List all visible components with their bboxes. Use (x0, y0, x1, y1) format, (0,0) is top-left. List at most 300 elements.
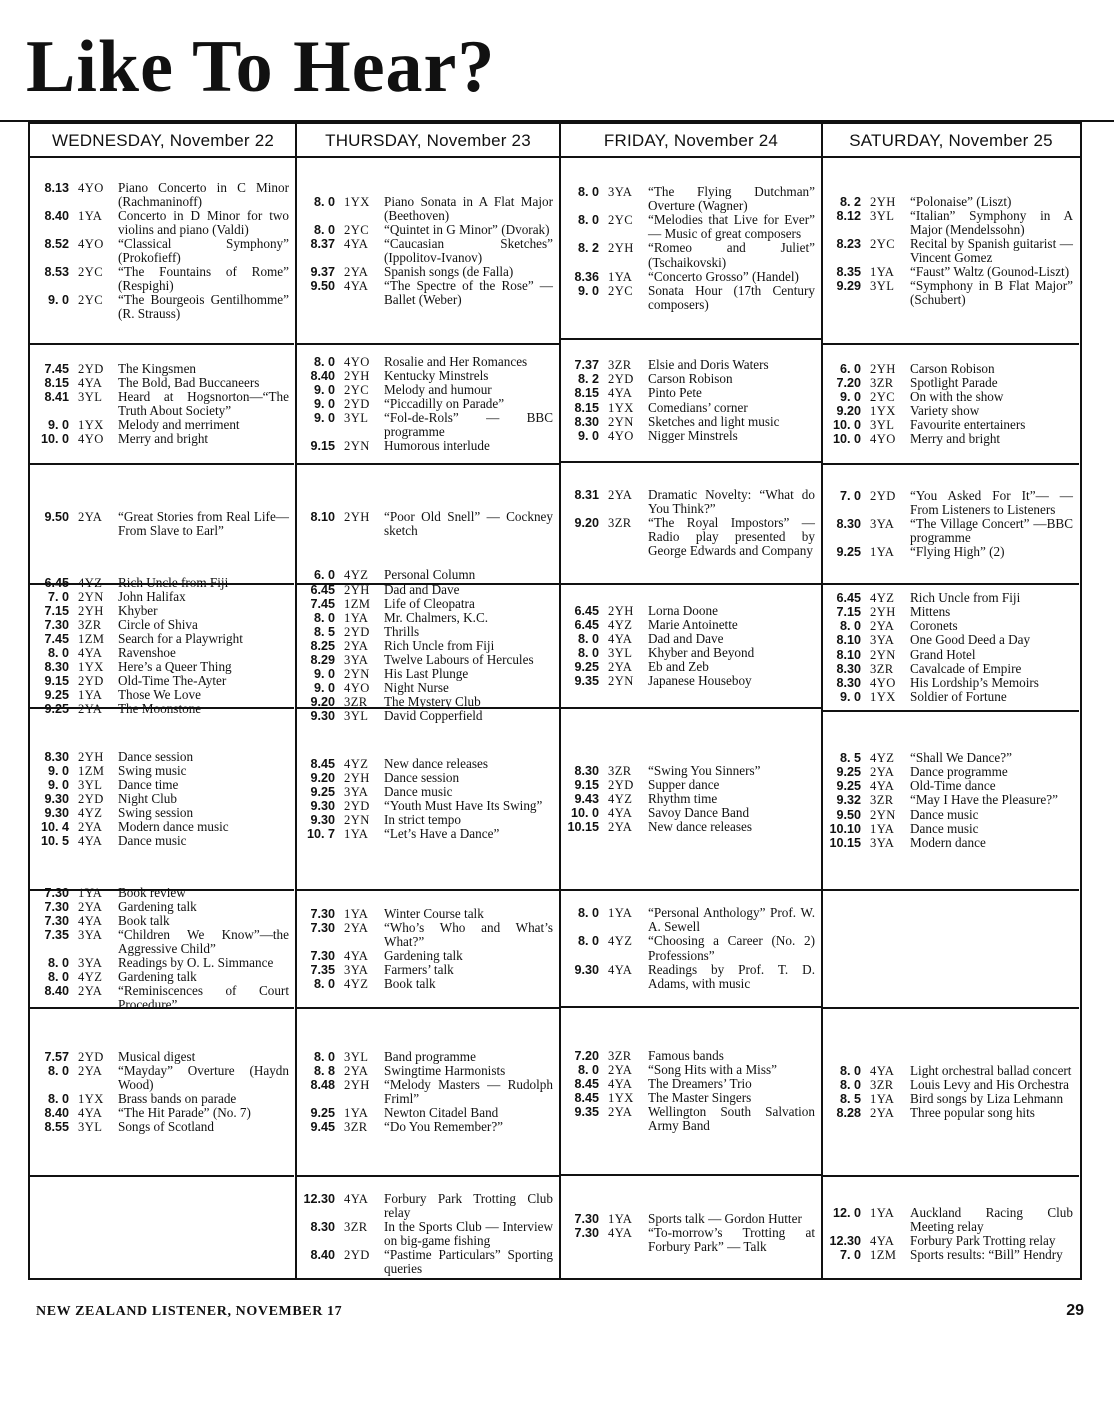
entry-time: 8. 2 (839, 194, 861, 209)
entry-station: 4YO (344, 354, 370, 369)
programme-entry (302, 568, 553, 582)
entry-station: 4YZ (870, 591, 895, 606)
entry-station: 2YD (78, 361, 104, 376)
entry-station: 4YZ (344, 568, 369, 583)
programme-entry (302, 757, 553, 771)
entry-programme: On with the show (910, 388, 1004, 404)
entry-time: 8.10 (836, 633, 861, 648)
programme-entry (828, 362, 1073, 376)
entry-programme: Band programme (384, 1048, 476, 1064)
entry-time: 9.35 (574, 674, 599, 689)
entry-station: 2YH (344, 509, 370, 524)
entry-programme: “Romeo and Juliet” (Tschaikovski) (648, 240, 815, 270)
entry-station: 2YN (78, 589, 104, 604)
entry-station: 2YD (78, 791, 104, 806)
entry-programme: Favourite entertainers (910, 417, 1026, 433)
entry-programme: Forbury Park Trotting relay (910, 1233, 1056, 1248)
programme-entry (828, 765, 1073, 779)
entry-station: 2YH (78, 603, 104, 618)
entry-station: 1YA (78, 885, 103, 900)
entry-station: 2YA (344, 920, 369, 935)
entry-time: 8. 0 (577, 934, 599, 949)
entry-time: 7.45 (44, 631, 69, 646)
programme-entry (566, 632, 815, 646)
entry-station: 2YD (78, 674, 104, 689)
row-divider (823, 710, 1079, 712)
entry-station: 2YH (344, 368, 370, 383)
entry-programme: “The Bourgeois Gentilhomme” (R. Strauss) (118, 292, 289, 322)
entry-programme: Farmers’ talk (384, 962, 454, 978)
entry-station: 3YA (78, 956, 103, 971)
programme-entry (302, 907, 553, 921)
entry-station: 4YZ (608, 617, 633, 632)
programme-entry (828, 591, 1073, 605)
entry-time: 9.30 (44, 806, 69, 821)
entry-station: 2YC (608, 283, 633, 298)
entry-time: 9. 0 (313, 667, 335, 682)
programme-entry (566, 429, 815, 443)
entry-time: 8. 0 (577, 906, 599, 921)
entry-programme: Khyber (118, 602, 158, 618)
entry-programme: “Who’s Who and What’s What?” (384, 919, 553, 949)
entry-time: 8. 0 (313, 1049, 335, 1064)
programme-entry (36, 362, 289, 376)
entry-time: 7.30 (310, 920, 335, 935)
entry-programme: The Dreamers’ Trio (648, 1075, 752, 1091)
entry-time: 8.25 (310, 638, 335, 653)
entry-programme: Savoy Dance Band (648, 805, 750, 821)
entry-station: 2YA (344, 265, 369, 280)
entry-time: 9.25 (574, 660, 599, 675)
entry-time: 8. 0 (47, 646, 69, 660)
entry-programme: “Quintet in G Minor” (Dvorak) (384, 221, 550, 237)
programme-cell (298, 160, 557, 342)
programme-entry (302, 1248, 553, 1276)
programme-cell (562, 464, 819, 582)
programme-entry (36, 390, 289, 418)
entry-time: 9. 0 (313, 681, 335, 696)
entry-programme: Those We Love (118, 687, 201, 703)
entry-time: 7.30 (44, 913, 69, 928)
programme-cell (32, 1178, 293, 1290)
page-number: 29 (1066, 1302, 1084, 1319)
entry-programme: “Flying High” (2) (910, 544, 1005, 560)
entry-time: 10. 0 (832, 418, 861, 433)
entry-time: 8. 0 (47, 956, 69, 971)
entry-programme: “Children We Know”—the Aggressive Child” (118, 926, 289, 956)
entry-time: 6.45 (574, 617, 599, 632)
entry-programme: Thrills (384, 623, 420, 639)
entry-time: 10.10 (829, 821, 861, 836)
entry-time: 9.30 (44, 791, 69, 806)
entry-programme: Book review (118, 884, 186, 900)
programme-entry (302, 397, 553, 411)
entry-programme: Dance time (118, 776, 179, 792)
entry-station: 1YA (344, 1106, 369, 1121)
entry-programme: “Shall We Dance?” (910, 750, 1012, 766)
programme-entry (36, 1050, 289, 1064)
programme-entry (566, 488, 815, 516)
programme-entry (566, 792, 815, 806)
programme-entry (828, 265, 1073, 279)
programme-grid (28, 122, 1082, 1280)
entry-programme: Songs of Scotland (118, 1119, 214, 1135)
entry-time: 8. 0 (47, 1063, 69, 1078)
entry-station: 1YX (608, 400, 634, 415)
programme-entry (302, 771, 553, 785)
programme-entry (302, 813, 553, 827)
entry-station: 2YA (78, 820, 103, 835)
programme-entry (828, 209, 1073, 237)
entry-station: 3ZR (344, 695, 368, 710)
programme-entry (36, 1092, 289, 1106)
entry-programme: Three popular song hits (910, 1105, 1035, 1121)
entry-station: 1YA (608, 269, 633, 284)
entry-station: 1YX (344, 194, 370, 209)
entry-station: 4YO (608, 428, 634, 443)
entry-time: 8. 0 (577, 185, 599, 200)
programme-entry (302, 1106, 553, 1120)
programme-cell (562, 341, 819, 460)
entry-programme: Personal Column (384, 567, 476, 583)
programme-entry (302, 921, 553, 949)
entry-time: 12.30 (829, 1234, 861, 1248)
programme-cell (562, 1177, 819, 1289)
entry-programme: “The Fountains of Rome” (Respighi) (118, 264, 289, 294)
entry-station: 1ZM (344, 596, 371, 611)
entry-programme: Gardening talk (118, 969, 197, 985)
programme-entry (566, 618, 815, 632)
entry-station: 4YA (608, 1225, 633, 1240)
entry-time: 8. 0 (313, 222, 335, 237)
entry-programme: Dance music (910, 806, 979, 822)
entry-programme: Sonata Hour (17th Century composers) (648, 282, 815, 312)
entry-programme: Winter Course talk (384, 905, 484, 921)
entry-programme: “Let’s Have a Dance” (384, 826, 500, 842)
entry-station: 2YN (344, 439, 370, 454)
programme-entry (566, 185, 815, 213)
entry-programme: “The Flying Dutchman” Overture (Wagner) (648, 184, 815, 214)
programme-cell (298, 710, 557, 888)
entry-time: 10. 0 (570, 806, 599, 821)
programme-entry (302, 1220, 553, 1248)
entry-time: 9. 0 (313, 396, 335, 411)
entry-programme: “The Hit Parade” (No. 7) (118, 1105, 251, 1121)
entry-time: 8. 0 (577, 631, 599, 646)
entry-programme: New dance releases (648, 819, 752, 835)
entry-time: 8.12 (836, 208, 861, 223)
entry-station: 1ZM (870, 1248, 897, 1263)
programme-entry (828, 237, 1073, 265)
entry-station: 1YA (344, 906, 369, 921)
entry-time: 7.35 (310, 963, 335, 978)
entry-programme: Merry and bright (118, 431, 209, 447)
entry-time: 8.40 (44, 208, 69, 223)
programme-entry (302, 597, 553, 611)
programme-entry (828, 633, 1073, 647)
row-divider (30, 343, 294, 345)
programme-entry (302, 510, 553, 538)
programme-entry (828, 751, 1073, 765)
entry-time: 8. 0 (839, 619, 861, 634)
entry-station: 3ZR (344, 1120, 368, 1135)
row-divider (823, 1175, 1079, 1177)
entry-time: 9.50 (310, 279, 335, 294)
entry-station: 2YN (344, 813, 370, 828)
entry-time: 7. 0 (839, 488, 861, 503)
programme-entry (828, 489, 1073, 517)
entry-time: 8. 2 (577, 372, 599, 387)
programme-cell (562, 160, 819, 337)
programme-entry (36, 510, 289, 538)
entry-station: 2YH (608, 241, 634, 256)
entry-programme: Swingtime Harmonists (384, 1062, 506, 1078)
entry-station: 4YA (78, 375, 103, 390)
entry-station: 2YA (608, 1105, 633, 1120)
entry-programme: “Piccadilly on Parade” (384, 395, 505, 411)
entry-station: 1YA (870, 545, 895, 560)
entry-station: 4YA (608, 386, 633, 401)
row-divider (823, 583, 1079, 585)
programme-entry (36, 764, 289, 778)
programme-entry (36, 834, 289, 848)
programme-cell (824, 713, 1077, 888)
entry-station: 1YA (344, 610, 369, 625)
entry-station: 3YL (78, 389, 103, 404)
programme-cell (32, 1010, 293, 1174)
entry-station: 4YZ (344, 756, 369, 771)
entry-station: 2YD (78, 1049, 104, 1064)
entry-time: 9.25 (44, 688, 69, 703)
entry-station: 2YA (78, 509, 103, 524)
entry-time: 8. 0 (47, 970, 69, 985)
programme-entry (828, 1078, 1073, 1092)
entry-station: 3ZR (870, 661, 894, 676)
entry-station: 1YX (78, 1092, 104, 1106)
entry-station: 4YA (870, 779, 895, 794)
entry-programme: Rich Uncle from Fiji (384, 637, 495, 653)
programme-entry (828, 822, 1073, 836)
entry-time: 7.20 (836, 375, 861, 390)
entry-programme: Piano Sonata in A Flat Major (Beethoven) (384, 193, 553, 223)
programme-entry (36, 646, 289, 660)
programme-entry (566, 358, 815, 372)
entry-programme: “Italian” Symphony in A Major (Mendelssohn) (910, 207, 1073, 237)
programme-entry (302, 279, 553, 307)
entry-time: 7.57 (44, 1049, 69, 1064)
programme-entry (302, 583, 553, 597)
row-divider (561, 338, 821, 340)
column-divider (559, 124, 561, 1278)
footer-publication: NEW ZEALAND LISTENER, NOVEMBER 17 (36, 1304, 343, 1319)
programme-entry (36, 590, 289, 604)
entry-programme: Spotlight Parade (910, 374, 998, 390)
entry-programme: Carson Robison (910, 360, 995, 376)
entry-time: 8.10 (310, 509, 335, 524)
entry-programme: “Song Hits with a Miss” (648, 1061, 777, 1077)
programme-entry (36, 209, 289, 237)
entry-programme: Old-Time The-Ayter (118, 673, 227, 689)
programme-entry (302, 949, 553, 963)
entry-station: 2YA (870, 1106, 895, 1121)
entry-station: 3YL (608, 646, 633, 660)
entry-time: 8.15 (574, 386, 599, 401)
programme-entry (566, 284, 815, 312)
entry-station: 2YA (608, 660, 633, 675)
entry-time: 6.45 (44, 575, 69, 590)
programme-cell (32, 466, 293, 582)
entry-programme: His Last Plunge (384, 666, 469, 682)
entry-programme: Book talk (118, 912, 170, 928)
entry-programme: Louis Levy and His Orchestra (910, 1076, 1069, 1092)
programme-entry (302, 265, 553, 279)
programme-entry (36, 293, 289, 321)
programme-entry (828, 1106, 1073, 1120)
entry-programme: Supper dance (648, 776, 720, 792)
programme-entry (566, 646, 815, 660)
entry-time: 9.30 (310, 799, 335, 813)
entry-station: 4YA (78, 834, 103, 849)
entry-programme: Brass bands on parade (118, 1091, 237, 1106)
programme-entry (36, 418, 289, 432)
entry-time: 7.37 (574, 358, 599, 373)
entry-time: 8.30 (836, 661, 861, 676)
programme-entry (828, 404, 1073, 418)
entry-programme: Variety show (910, 403, 980, 418)
entry-time: 6.45 (574, 603, 599, 618)
programme-entry (566, 213, 815, 241)
entry-programme: Gardening talk (384, 948, 463, 963)
entry-programme: Book talk (384, 976, 436, 992)
programme-cell (824, 160, 1077, 342)
entry-time: 8.40 (310, 368, 335, 383)
entry-programme: Readings by Prof. T. D. Adams, with music (648, 961, 815, 991)
entry-station: 3ZR (78, 617, 102, 632)
entry-time: 6.45 (310, 582, 335, 597)
day-header-thursday: THURSDAY, November 23 (325, 131, 531, 150)
entry-station: 3ZR (608, 358, 632, 373)
programme-entry (302, 625, 553, 639)
entry-station: 2YH (344, 770, 370, 785)
entry-programme: Dance music (118, 833, 187, 849)
programme-cell (298, 567, 557, 724)
entry-time: 9.20 (574, 515, 599, 530)
entry-time: 8.45 (310, 756, 335, 771)
entry-station: 3ZR (870, 1077, 894, 1092)
programme-entry (566, 806, 815, 820)
programme-entry (566, 963, 815, 991)
entry-station: 2YC (608, 213, 633, 228)
programme-entry (36, 237, 289, 265)
entry-station: 3YA (870, 516, 895, 531)
entry-programme: “Pastime Particulars” Sporting queries (384, 1247, 553, 1277)
entry-time: 8. 5 (313, 624, 335, 639)
entry-station: 4YA (78, 646, 103, 660)
entry-time: 9.45 (310, 1120, 335, 1135)
programme-entry (566, 660, 815, 674)
entry-station: 2YC (78, 293, 103, 308)
entry-programme: Pinto Pete (648, 385, 702, 401)
entry-time: 8.55 (44, 1120, 69, 1135)
entry-time: 7.20 (574, 1048, 599, 1063)
entry-time: 9.25 (836, 779, 861, 794)
entry-station: 2YN (870, 647, 896, 662)
entry-station: 2YA (870, 619, 895, 634)
entry-programme: Modern dance music (118, 819, 229, 835)
entry-programme: Japanese Houseboy (648, 673, 752, 689)
programme-entry (302, 653, 553, 667)
entry-time: 9.20 (310, 695, 335, 710)
entry-time: 8. 0 (839, 1063, 861, 1078)
row-divider (561, 1174, 821, 1176)
entry-programme: “Youth Must Have Its Swing” (384, 798, 543, 813)
programme-entry (566, 1226, 815, 1254)
entry-time: 10. 0 (40, 432, 69, 447)
entry-time: 9.30 (310, 709, 335, 724)
entry-station: 4YA (344, 949, 369, 963)
entry-time: 8.13 (44, 180, 69, 195)
programme-entry (302, 237, 553, 265)
programme-cell (298, 1178, 557, 1290)
day-header-saturday: SATURDAY, November 25 (849, 131, 1053, 150)
programme-cell (824, 346, 1077, 462)
programme-entry (36, 970, 289, 984)
entry-station: 3YA (344, 784, 369, 799)
entry-programme: Merry and bright (910, 431, 1001, 447)
entry-programme: In the Sports Club — Interview on big-game fishing (384, 1218, 553, 1248)
programme-entry (302, 223, 553, 237)
entry-programme: His Lordship’s Memoirs (910, 674, 1039, 690)
entry-programme: Sports talk — Gordon Hutter (648, 1210, 802, 1226)
programme-entry (36, 886, 289, 900)
entry-station: 1ZM (78, 763, 105, 778)
programme-entry (828, 690, 1073, 704)
entry-programme: Newton Citadel Band (384, 1105, 499, 1121)
entry-time: 8. 0 (313, 977, 335, 992)
entry-time: 6.45 (836, 591, 861, 606)
programme-entry (302, 355, 553, 369)
entry-programme: Search for a Playwright (118, 630, 243, 646)
entry-time: 9. 0 (47, 777, 69, 792)
entry-time: 8.40 (44, 1106, 69, 1121)
programme-entry (828, 648, 1073, 662)
entry-time: 8. 2 (577, 241, 599, 256)
programme-cell (562, 1009, 819, 1173)
entry-time: 10.15 (829, 835, 861, 850)
programme-entry (566, 674, 815, 688)
entry-station: 3YL (870, 418, 895, 433)
entry-station: 4YZ (78, 970, 103, 985)
entry-time: 8.36 (574, 269, 599, 284)
entry-station: 3YL (870, 208, 895, 223)
entry-programme: David Copperfield (384, 708, 483, 724)
entry-station: 1YX (78, 418, 104, 433)
programme-entry (302, 411, 553, 439)
entry-station: 2YN (344, 667, 370, 682)
entry-time: 9.30 (574, 962, 599, 977)
entry-programme: Dad and Dave (384, 581, 460, 597)
entry-programme: Carson Robison (648, 371, 733, 387)
programme-entry (36, 674, 289, 688)
programme-entry (828, 1234, 1073, 1248)
entry-programme: Eb and Zeb (648, 659, 709, 675)
entry-station: 3ZR (870, 375, 894, 390)
entry-station: 2YH (870, 605, 896, 620)
programme-entry (302, 681, 553, 695)
programme-entry (36, 792, 289, 806)
row-divider (823, 889, 1079, 891)
entry-time: 7.45 (44, 361, 69, 376)
